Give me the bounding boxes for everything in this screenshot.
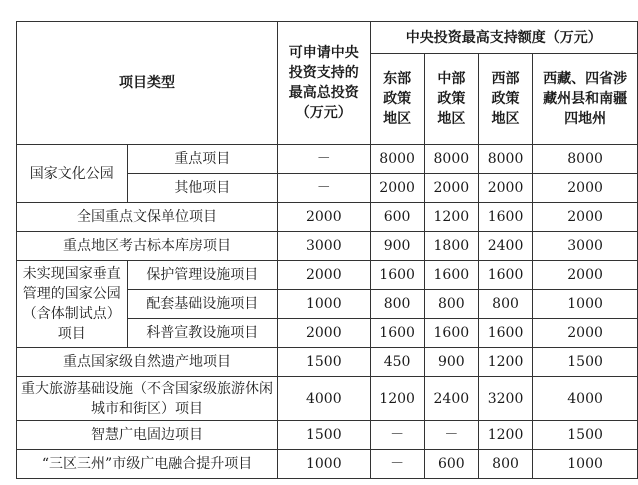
cell-west: 1200 bbox=[478, 421, 532, 450]
cell-tibet: 2000 bbox=[533, 174, 638, 203]
cell-east: 1600 bbox=[370, 319, 424, 348]
cell-tibet: 8000 bbox=[533, 145, 638, 174]
row-label: 全国重点文保单位项目 bbox=[17, 203, 278, 232]
cell-west: 2000 bbox=[478, 174, 532, 203]
cell-west: 1200 bbox=[478, 348, 532, 377]
cell-east: 800 bbox=[370, 290, 424, 319]
header-region-east: 东部政策地区 bbox=[370, 54, 424, 145]
cell-east: 1600 bbox=[370, 261, 424, 290]
header-region-west: 西部政策地区 bbox=[478, 54, 532, 145]
row-label: 保护管理设施项目 bbox=[127, 261, 278, 290]
cell-west: 2400 bbox=[478, 232, 532, 261]
cell-west: 8000 bbox=[478, 145, 532, 174]
cell-tibet: 2000 bbox=[533, 203, 638, 232]
cell-west: 3200 bbox=[478, 377, 532, 421]
cell-central: 1200 bbox=[424, 203, 478, 232]
header-central-support: 中央投资最高支持额度（万元） bbox=[370, 22, 638, 54]
cell-max: 1500 bbox=[278, 421, 370, 450]
group-national-cultural-park: 国家文化公园 bbox=[17, 145, 128, 203]
cell-tibet: 4000 bbox=[533, 377, 638, 421]
cell-tibet: 1000 bbox=[533, 290, 638, 319]
cell-max: 2000 bbox=[278, 203, 370, 232]
group-national-park: 未实现国家垂直管理的国家公园（含体制试点）项目 bbox=[17, 261, 128, 348]
row-label: 其他项目 bbox=[127, 174, 278, 203]
table-row bbox=[17, 348, 638, 377]
header-region-central: 中部政策地区 bbox=[424, 54, 478, 145]
table-row bbox=[17, 203, 638, 232]
cell-max: － bbox=[278, 145, 370, 174]
table-row bbox=[17, 377, 638, 421]
cell-max: 2000 bbox=[278, 319, 370, 348]
cell-central: 1600 bbox=[424, 261, 478, 290]
header-project-type: 项目类型 bbox=[17, 22, 278, 145]
cell-central: 2000 bbox=[424, 174, 478, 203]
cell-central: 900 bbox=[424, 348, 478, 377]
cell-max: 1500 bbox=[278, 348, 370, 377]
row-label: 重点项目 bbox=[127, 145, 278, 174]
cell-central: 800 bbox=[424, 290, 478, 319]
cell-central: － bbox=[424, 421, 478, 450]
cell-central: 2400 bbox=[424, 377, 478, 421]
cell-central: 1600 bbox=[424, 319, 478, 348]
cell-east: 900 bbox=[370, 232, 424, 261]
row-label: “三区三州”市级广电融合提升项目 bbox=[17, 450, 278, 479]
cell-central: 1800 bbox=[424, 232, 478, 261]
cell-tibet: 1500 bbox=[533, 348, 638, 377]
cell-central: 8000 bbox=[424, 145, 478, 174]
row-label: 配套基础设施项目 bbox=[127, 290, 278, 319]
cell-central: 600 bbox=[424, 450, 478, 479]
table-row bbox=[17, 145, 638, 174]
row-label: 科普宣教设施项目 bbox=[127, 319, 278, 348]
row-label: 重点国家级自然遗产地项目 bbox=[17, 348, 278, 377]
cell-max: 3000 bbox=[278, 232, 370, 261]
cell-tibet: 1500 bbox=[533, 421, 638, 450]
table-row bbox=[17, 261, 638, 290]
cell-tibet: 2000 bbox=[533, 319, 638, 348]
header-row-1 bbox=[17, 22, 638, 54]
header-max-investment: 可申请中央投资支持的最高总投资（万元） bbox=[278, 22, 370, 145]
cell-west: 800 bbox=[478, 450, 532, 479]
header-region-tibet: 西藏、四省涉藏州县和南疆四地州 bbox=[533, 54, 638, 145]
cell-west: 1600 bbox=[478, 319, 532, 348]
cell-east: 2000 bbox=[370, 174, 424, 203]
cell-max: － bbox=[278, 174, 370, 203]
cell-max: 1000 bbox=[278, 450, 370, 479]
row-label: 重大旅游基础设施（不含国家级旅游休闲城市和街区）项目 bbox=[17, 377, 278, 421]
table-row bbox=[17, 450, 638, 479]
funding-table-document bbox=[16, 21, 638, 479]
funding-table bbox=[16, 21, 638, 479]
cell-east: － bbox=[370, 421, 424, 450]
table-row bbox=[17, 421, 638, 450]
cell-east: 8000 bbox=[370, 145, 424, 174]
cell-west: 1600 bbox=[478, 203, 532, 232]
table-row bbox=[17, 232, 638, 261]
cell-tibet: 3000 bbox=[533, 232, 638, 261]
cell-tibet: 2000 bbox=[533, 261, 638, 290]
cell-tibet: 1000 bbox=[533, 450, 638, 479]
cell-east: 600 bbox=[370, 203, 424, 232]
cell-east: 1200 bbox=[370, 377, 424, 421]
cell-west: 1600 bbox=[478, 261, 532, 290]
row-label: 智慧广电固边项目 bbox=[17, 421, 278, 450]
cell-max: 4000 bbox=[278, 377, 370, 421]
row-label: 重点地区考古标本库房项目 bbox=[17, 232, 278, 261]
cell-max: 2000 bbox=[278, 261, 370, 290]
cell-east: － bbox=[370, 450, 424, 479]
cell-west: 800 bbox=[478, 290, 532, 319]
cell-max: 1000 bbox=[278, 290, 370, 319]
cell-east: 450 bbox=[370, 348, 424, 377]
